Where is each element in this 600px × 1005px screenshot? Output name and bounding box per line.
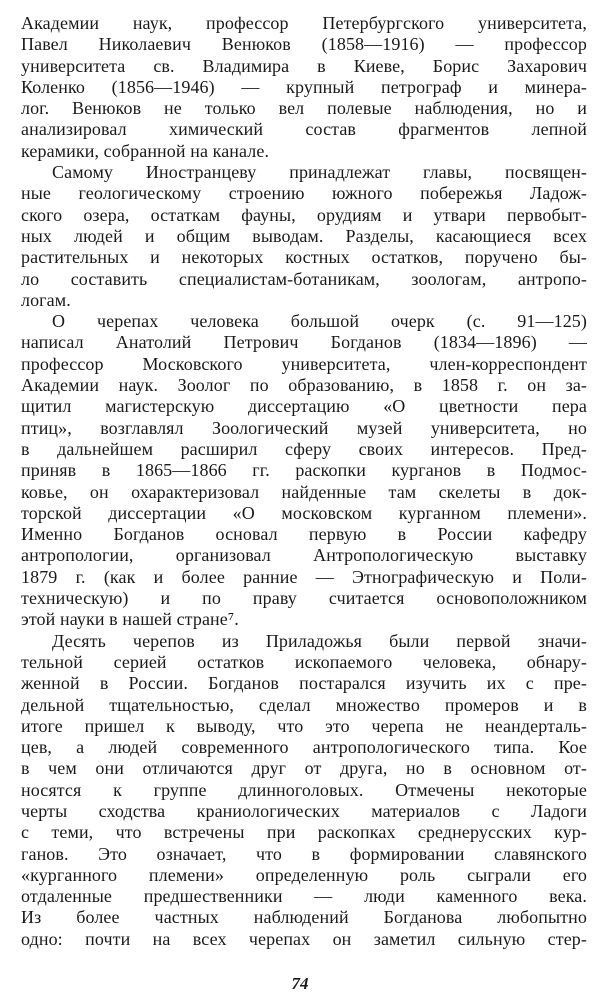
text-line: университета св. Владимира в Киеве, Борис Захарович (21, 55, 587, 76)
text-line: техническую) и по праву считается основоположником (21, 588, 587, 609)
text-line: дельной тщательностью, сделал множество промеров и в (21, 694, 587, 715)
text-line: Самому Иностранцеву принадлежат главы, посвящен- (52, 162, 587, 183)
text-line: антропологии, организовал Антропологическую выставку (21, 545, 587, 566)
text-line: черты сходства краниологических материалов с Ладоги (21, 800, 587, 821)
text-line: птиц», возглавлял Зоологический музей университета, но (21, 417, 587, 438)
text-line: логам. (21, 289, 71, 310)
text-line: Из более частных наблюдений Богданова любопытно (21, 907, 587, 928)
text-line: с теми, что встречены при раскопках среднерусских кур- (21, 822, 587, 843)
text-line: «курганного племени» определенную роль сыграли его (21, 864, 587, 885)
text-line: написал Анатолий Петрович Богданов (1834—1896) — (21, 332, 587, 353)
text-line: Десять черепов из Приладожья были первой значи- (52, 630, 587, 651)
text-line: приняв в 1865—1866 гг. раскопки курганов в Подмос- (21, 460, 587, 481)
text-line: щитил магистерскую диссертацию «О цветности пера (21, 396, 587, 417)
page-number: 74 (291, 974, 309, 993)
paragraph (21, 162, 587, 311)
text-line: Павел Николаевич Венюков (1858—1916) — профессор (21, 34, 587, 55)
text-line: Академии наук. Зоолог по образованию, в 1858 г. он за- (21, 375, 587, 396)
text-line: этой науки в нашей стране⁷. (21, 609, 239, 630)
text-line: 1879 г. (как и более ранние — Этнографическую и Поли- (21, 566, 587, 587)
text-line: тельной серией остатков ископаемого человека, обнару- (21, 651, 587, 672)
paragraph (21, 311, 587, 630)
text-line: профессор Московского университета, член-корреспондент (21, 353, 587, 374)
text-line: керамики, собранной на канале. (21, 140, 270, 161)
text-line: ло составить специалистам-ботаникам, зоологам, антропо- (21, 268, 587, 289)
text-line: Коленко (1856—1946) — крупный петрограф и минера- (21, 76, 587, 97)
text-line: ных людей и общим выводам. Разделы, касающиеся всех (21, 225, 587, 246)
text-line: цев, а людей современного антропологического типа. Кое (21, 737, 587, 758)
text-line: лог. Венюков не только вел полевые наблюдения, но и (21, 98, 587, 119)
text-line: одно: почти на всех черепах он заметил сильную стер- (21, 928, 587, 949)
text-line: Именно Богданов основал первую в России кафедру (21, 524, 587, 545)
text-line: ского озера, остаткам фауны, орудиям и утвари первобыт- (21, 204, 587, 225)
text-line: в дальнейшем расширил сферу своих интересов. Пред- (21, 438, 587, 459)
text-line: ные геологическому строению южного побережья Ладож- (21, 183, 587, 204)
text-line: ганов. Это означает, что в формировании славянского (21, 843, 587, 864)
text-line: Академии наук, профессор Петербургского университета, (21, 13, 587, 33)
text-line: женной в России. Богданов постарался изучить их с пре- (21, 673, 587, 694)
text-line: носятся к группе длинноголовых. Отмечены некоторые (21, 779, 587, 800)
text-line: торской диссертации «О московском курганном племени». (21, 502, 587, 523)
text-line: ковье, он охарактеризовал найденные там скелеты в док- (21, 481, 587, 502)
paragraph (21, 13, 587, 162)
text-line: О черепах человека большой очерк (с. 91—125) (52, 311, 587, 332)
text-line: итоге пришел к выводу, что это черепа не неандерталь- (21, 715, 587, 736)
text-line: в чем они отличаются друг от друга, но в основном от- (21, 758, 587, 779)
text-line: растительных и некоторых костных остатков, поручено бы- (21, 247, 587, 268)
paragraph (21, 631, 587, 950)
page-body (21, 13, 587, 950)
text-line: отдаленные предшественники — люди каменного века. (21, 886, 587, 907)
text-line: анализировал химический состав фрагментов лепной (21, 119, 587, 140)
